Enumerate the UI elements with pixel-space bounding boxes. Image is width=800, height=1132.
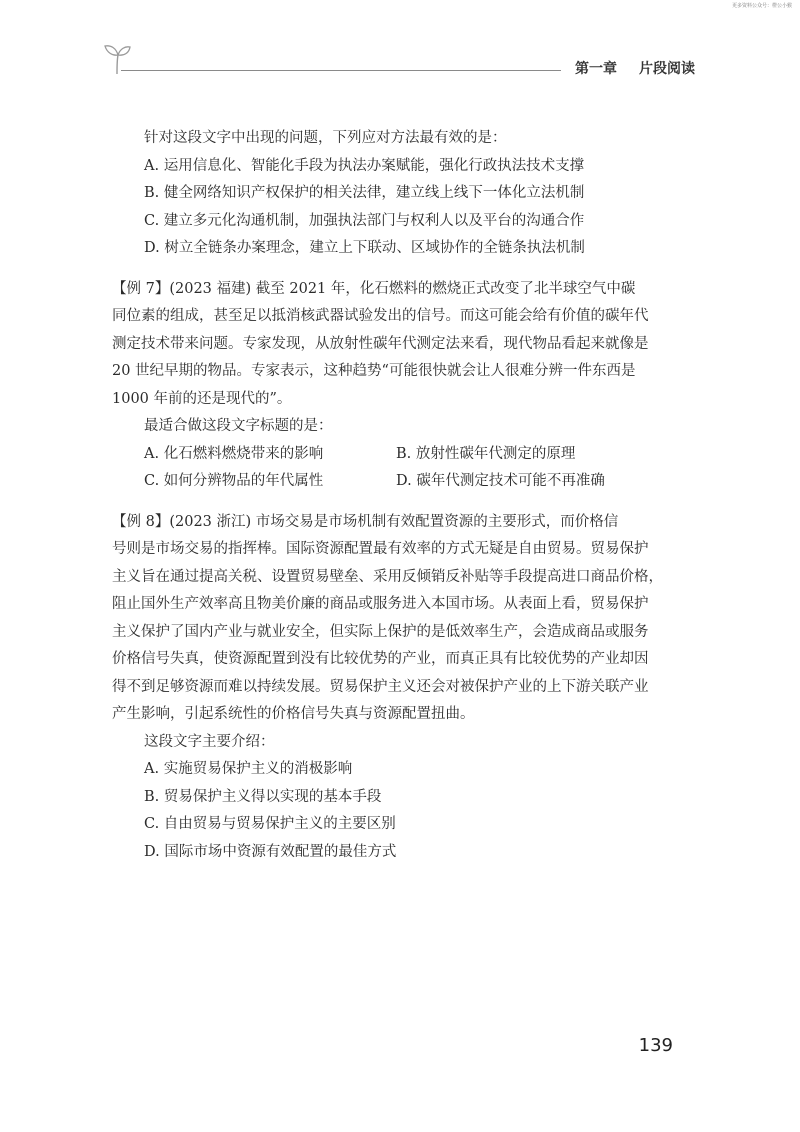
example8-option-c: C. 自由贸易与贸易保护主义的主要区别 — [144, 816, 396, 832]
example7-line: 同位素的组成，甚至足以抵消核武器试验发出的信号。而这可能会给有价值的碳年代 — [112, 308, 649, 324]
q6-option-b: B. 健全网络知识产权保护的相关法律，建立线上线下一体化立法机制 — [144, 185, 585, 201]
example7-option-b: B. 放射性碳年代测定的原理 — [396, 445, 576, 462]
example8-line: 价格信号失真，使资源配置到没有比较优势的产业，而真正具有比较优势的产业却因 — [112, 651, 649, 667]
example7-option-c: C. 如何分辨物品的年代属性 — [144, 473, 324, 489]
example8-line: 主义旨在通过提高关税、设置贸易壁垒、采用反倾销反补贴等手段提高进口商品价格， — [112, 568, 663, 585]
example8-question: 这段文字主要介绍： — [144, 733, 275, 750]
example8-line: 产生影响，引起系统性的价格信号失真与资源配置扭曲。 — [112, 706, 475, 722]
example8-line: 号则是市场交易的指挥棒。国际资源配置最有效率的方式无疑是自由贸易。贸易保护 — [112, 541, 649, 557]
example8-line: 主义保护了国内产业与就业安全，但实际上保护的是低效率生产，会造成商品或服务 — [112, 623, 649, 640]
example7-option-a: A. 化石燃料燃烧带来的影响 — [144, 445, 324, 462]
watermark-text: 更多资料公众号：橙公小猴 — [731, 3, 792, 9]
example8-option-b: B. 贸易保护主义得以实现的基本手段 — [144, 788, 382, 805]
example7-options-row — [144, 468, 678, 496]
chapter-section: 片段阅读 — [639, 61, 695, 77]
q6-option-d: D. 树立全链条办案理念，建立上下联动、区域协作的全链条执法机制 — [144, 240, 585, 256]
page-content — [112, 125, 678, 866]
example7-options-row — [144, 441, 678, 469]
q6-question: 针对这段文字中出现的问题，下列应对方法最有效的是： — [144, 130, 507, 146]
q6-option-a: A. 运用信息化、智能化手段为执法办案赋能，强化行政执法技术支撑 — [144, 157, 585, 174]
q6-option-c: C. 建立多元化沟通机制，加强执法部门与权利人以及平台的沟通合作 — [144, 212, 585, 229]
example7-line: 20 世纪早期的物品。专家表示，这种趋势“可能很快就会让人很难分辨一件东西是 — [112, 363, 636, 379]
example7-line: 测定技术带来问题。专家发现，从放射性碳年代测定法来看，现代物品看起来就像是 — [112, 335, 649, 352]
chapter-number: 第一章 — [575, 61, 617, 77]
page-number: 139 — [638, 1035, 673, 1056]
header-rule — [121, 70, 561, 71]
example8-line: 【例 8】(2023 浙江) 市场交易是市场机制有效配置资源的主要形式，而价格信 — [112, 513, 619, 530]
example7-option-d: D. 碳年代测定技术可能不再准确 — [396, 473, 605, 489]
sprout-icon — [103, 40, 131, 74]
example8-line: 阻止国外生产效率高且物美价廉的商品或服务进入本国市场。从表面上看，贸易保护 — [112, 596, 649, 612]
example7-question: 最适合做这段文字标题的是： — [144, 418, 333, 434]
example7-line: 【例 7】(2023 福建) 截至 2021 年，化石燃料的燃烧正式改变了北半球空气中碳 — [112, 280, 636, 297]
example8-line: 得不到足够资源而难以持续发展。贸易保护主义还会对被保护产业的上下游关联产业 — [112, 678, 649, 695]
example8-option-d: D. 国际市场中资源有效配置的最佳方式 — [144, 843, 397, 860]
chapter-heading — [575, 58, 695, 78]
example8-option-a: A. 实施贸易保护主义的消极影响 — [144, 761, 353, 777]
example7-line: 1000 年前的还是现代的”。 — [112, 390, 292, 407]
